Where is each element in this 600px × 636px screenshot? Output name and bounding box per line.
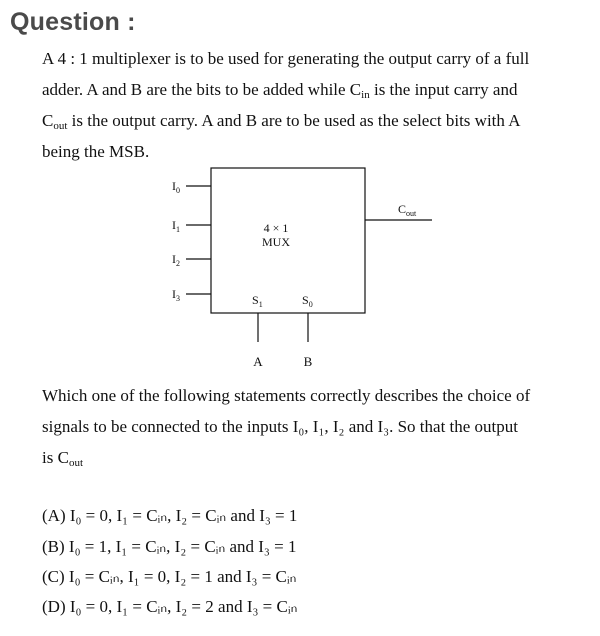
question-line-2: adder. A and B are the bits to be added while $C_{in}$ is the input carry and	[42, 80, 518, 101]
input-label-3: $I_3$	[172, 287, 180, 303]
input-label-0: $I_0$	[172, 179, 180, 195]
input-label-2: $I_2$	[172, 252, 180, 268]
select-label-s1: $S_1$	[252, 293, 263, 309]
prompt-text	[42, 380, 562, 473]
select-a-label: A	[253, 354, 263, 369]
select-label-s0: $S_0$	[302, 293, 313, 309]
question-line-1: A 4 : 1 multiplexer is to be used for generating the output carry of a full	[42, 49, 530, 68]
question-line-3: $C_{out}$ is the output carry. A and B are to be used as the select bits with A	[42, 111, 521, 132]
prompt-line-3: is $C_{out}$	[42, 448, 83, 469]
mux-size-label: 4 × 1	[263, 221, 289, 235]
question-heading: Question :	[10, 8, 136, 36]
output-label: $C_{out}$	[398, 202, 417, 218]
select-b-label: B	[303, 354, 313, 369]
prompt-line-2: signals to be connected to the inputs I₀, I₁, I₂ and I₃. So that the output	[42, 417, 519, 436]
mux-name-label: MUX	[261, 235, 291, 249]
option-b[interactable]: (B) I₀ = 1, I₁ = Cᵢₙ, I₂ = Cᵢₙ and I₃ = 1	[42, 537, 297, 556]
input-label-1: $I_1$	[172, 218, 180, 234]
option-d[interactable]: (D) I₀ = 0, I₁ = Cᵢₙ, I₂ = 2 and I₃ = Cᵢₙ	[42, 597, 298, 616]
prompt-line-1: Which one of the following statements correctly describes the choice of	[42, 386, 531, 405]
question-line-4: being the MSB.	[42, 142, 150, 161]
option-c[interactable]: (C) I₀ = Cᵢₙ, I₁ = 0, I₂ = 1 and I₃ = Cᵢₙ	[42, 567, 297, 586]
option-a[interactable]: (A) I₀ = 0, I₁ = Cᵢₙ, I₂ = Cᵢₙ and I₃ = 1	[42, 506, 298, 525]
